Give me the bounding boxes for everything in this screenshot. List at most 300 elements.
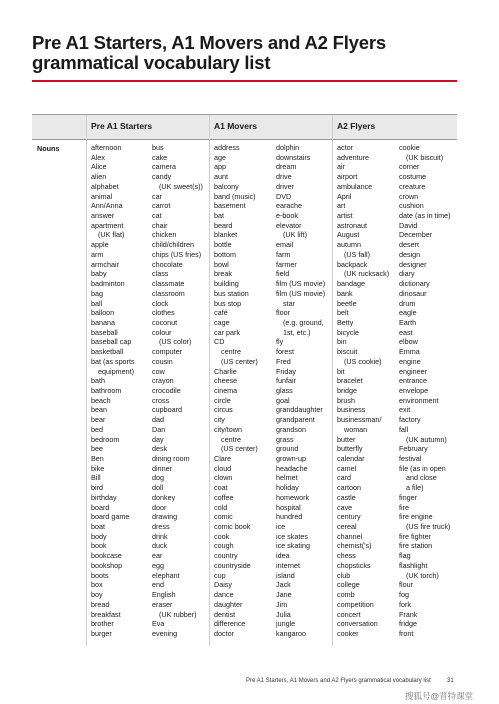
word-entry: homework [276,492,310,502]
word-entry: backpack [337,259,368,269]
word-column-movers-1 [214,143,278,639]
word-entry: field [276,269,290,279]
word-entry: doll [152,483,164,493]
word-entry: Ben [91,454,104,463]
word-entry: (e.g. ground, [283,317,324,327]
word-entry: band (music) [214,191,256,201]
word-entry: bat [214,211,224,221]
word-entry: apartment [91,220,124,230]
column-divider [86,115,87,646]
word-entry: birthday [91,492,117,502]
word-entry: clown [214,473,233,483]
word-entry: cough [214,541,234,551]
word-entry: downstairs [276,152,311,162]
word-entry: bedroom [91,434,120,444]
word-entry: eagle [399,308,417,318]
word-entry: August [337,230,360,240]
word-entry: bracelet [337,376,363,386]
watermark: 搜狐号@晋特课堂 [405,691,474,701]
word-entry: Eva [152,619,165,629]
word-entry: colour [152,327,172,337]
word-entry: airport [337,172,358,182]
word-entry: difference [214,619,246,629]
word-entry: Charlie [214,366,237,376]
word-entry: bin [337,337,347,347]
title-rule [32,80,457,82]
word-entry: age [214,152,226,162]
word-entry: cooker [337,628,359,638]
word-entry: butter [337,434,356,444]
word-entry: file (as in open [399,463,446,473]
word-entry: body [91,531,107,541]
word-entry: centre [221,347,241,357]
word-entry: and close [406,473,437,483]
word-entry: classroom [152,288,185,298]
word-entry: castle [337,492,356,502]
word-entry: chocolate [152,259,183,269]
word-entry: floor [276,308,290,318]
word-entry: cup [214,570,226,580]
word-entry: coconut [152,317,178,327]
word-entry: cushion [399,201,424,211]
word-entry: island [276,570,295,580]
word-entry: (US color) [159,337,192,347]
word-column-flyers-1 [337,143,401,639]
word-entry: computer [152,347,182,357]
word-entry: beetle [337,298,357,308]
word-entry: chips (US fries) [152,249,202,259]
word-entry: CD [214,337,225,347]
word-entry: elbow [399,337,418,347]
word-entry: DVD [276,191,292,201]
word-entry: dinosaur [399,288,427,298]
table-top-rule [32,114,457,115]
word-entry: comic book [214,522,251,532]
word-entry: grandson [276,424,306,434]
word-entry: (UK biscuit) [406,152,444,162]
word-entry: dress [152,522,170,532]
word-entry: cave [337,502,353,512]
word-entry: costume [399,172,427,182]
word-entry: blanket [214,230,238,240]
word-entry: fridge [399,619,417,629]
word-entry: chicken [152,230,177,240]
word-entry: air [337,162,345,172]
word-entry: butterfly [337,444,363,454]
word-entry: grass [276,434,294,444]
word-entry: dentist [214,609,236,619]
word-entry: Dan [152,424,166,434]
word-entry: fire fighter [399,531,431,541]
word-entry: box [91,580,103,590]
word-entry: drink [152,531,168,541]
word-entry: animal [91,191,113,201]
word-entry: clothes [152,308,175,318]
word-entry: class [152,269,169,279]
word-entry: bookcase [91,551,122,561]
word-entry: classmate [152,279,185,289]
word-entry: forest [276,347,294,357]
word-entry: bowl [214,259,229,269]
word-entry: (US center) [221,444,258,454]
word-entry: century [337,512,361,522]
word-entry: diary [399,269,415,279]
word-entry: end [152,580,164,590]
word-entry: December [399,230,433,240]
word-entry: idea [276,551,290,561]
word-entry: clock [152,298,169,308]
word-entry: daughter [214,599,243,609]
word-entry: bit [337,366,345,376]
word-entry: (US center) [221,356,258,366]
word-entry: grown-up [276,454,306,463]
word-entry: baby [91,269,107,279]
word-entry: (US fire truck) [406,522,451,532]
word-entry: cartoon [337,483,361,493]
word-entry: circus [214,405,233,415]
word-entry: (UK lift) [283,230,307,240]
word-entry: festival [399,454,422,463]
word-entry: channel [337,531,363,541]
word-entry: (UK torch) [406,570,439,580]
word-entry: Jack [276,580,291,590]
word-entry: cross [152,395,170,405]
word-entry: artist [337,211,353,221]
word-entry: city [214,415,225,425]
word-entry: woman [344,424,368,434]
word-entry: (US fall) [344,249,370,259]
word-entry: desert [399,240,419,250]
word-entry: e-book [276,211,298,221]
word-entry: Alex [91,152,105,162]
word-entry: boat [91,522,105,532]
word-entry: evening [152,628,178,638]
word-entry: club [337,570,351,580]
word-entry: businessman/ [337,415,382,425]
word-entry: cage [214,317,230,327]
word-entry: star [283,298,295,308]
footer-text: Pre A1 Starters, A1 Movers and A2 Flyers grammatical vocabulary list [246,678,431,684]
word-entry: elevator [276,220,302,230]
word-entry: candy [152,172,172,182]
word-entry: comic [214,512,233,522]
word-entry: ice [276,522,286,532]
word-entry: bag [91,288,103,298]
word-entry: dinner [152,463,172,473]
word-entry: Bill [91,473,101,483]
word-entry: Emma [399,347,420,357]
word-entry: drawing [152,512,178,522]
word-entry: equipment) [98,366,134,376]
word-entry: beard [214,220,233,230]
word-entry: bicycle [337,327,359,337]
word-entry: city/town [214,424,242,434]
word-entry: cook [214,531,230,541]
word-entry: hospital [276,502,301,512]
word-entry: business [337,405,366,415]
page-title [32,33,472,73]
word-entry: card [337,473,351,483]
word-entry: Betty [337,317,354,327]
word-entry: board [91,502,110,512]
word-entry: email [276,240,294,250]
word-entry: bandage [337,279,365,289]
word-entry: egg [152,560,164,570]
word-entry: glass [276,385,293,395]
table-header-rule [32,139,457,140]
word-entry: baseball cap [91,337,132,347]
word-entry: ear [152,551,163,561]
word-entry: creature [399,181,426,191]
page-title-line-1: Pre A1 Starters, A1 Movers and A2 Flyers [32,32,386,53]
word-entry: cake [152,152,168,162]
word-entry: Julia [276,609,291,619]
word-entry: hundred [276,512,303,522]
word-entry: afternoon [91,143,122,152]
word-entry: burger [91,628,112,638]
word-entry: earache [276,201,302,211]
word-entry: entrance [399,376,427,386]
word-entry: a file) [406,483,424,493]
word-entry: bus stop [214,298,242,308]
word-entry: coat [214,483,228,493]
word-entry: bottle [214,240,232,250]
word-entry: cat [152,211,162,221]
word-entry: balcony [214,181,239,191]
word-entry: building [214,279,239,289]
word-entry: basketball [91,347,124,357]
word-entry: baseball [91,327,118,337]
word-entry: chair [152,220,168,230]
word-entry: countryside [214,560,251,570]
word-entry: dining room [152,454,190,463]
word-entry: door [152,502,167,512]
word-entry: dog [152,473,164,483]
word-entry: day [152,434,164,444]
word-entry: farmer [276,259,297,269]
word-entry: adventure [337,152,369,162]
word-entry: bread [91,599,110,609]
word-entry: carrot [152,201,171,211]
word-entry: fire station [399,541,433,551]
word-entry: bear [91,415,106,425]
header-a1-movers: A1 Movers [214,121,257,131]
word-entry: camera [152,162,176,172]
word-entry: bathroom [91,385,122,395]
word-entry: jungle [276,619,296,629]
word-entry: book [91,541,107,551]
word-entry: bus [152,143,164,152]
word-entry: car park [214,327,240,337]
word-entry: chemist('s) [337,541,372,551]
word-entry: ground [276,444,299,454]
word-entry: conversation [337,619,378,629]
word-entry: beach [91,395,111,405]
word-entry: bed [91,424,103,434]
word-entry: funfair [276,376,296,386]
word-entry: centre [221,434,241,444]
word-entry: desk [152,444,168,454]
word-entry: flashlight [399,560,428,570]
word-entry: autumn [337,240,361,250]
word-entry: break [214,269,232,279]
word-entry: boots [91,570,109,580]
word-entry: Friday [276,366,296,376]
word-entry: flour [399,580,413,590]
word-entry: car [152,191,162,201]
word-entry: Frank [399,609,418,619]
word-entry: camel [337,463,357,473]
word-entry: grandparent [276,415,315,425]
page-number: 31 [447,678,454,684]
word-entry: bridge [337,385,357,395]
header-a2-flyers: A2 Flyers [337,121,376,131]
word-entry: holiday [276,483,299,493]
page-title-line-2: grammatical vocabulary list [32,52,271,73]
word-entry: doctor [214,628,234,638]
word-entry: cow [152,366,165,376]
word-entry: competition [337,599,374,609]
word-entry: app [214,162,226,172]
word-entry: breakfast [91,609,121,619]
word-entry: kangaroo [276,628,306,638]
word-entry: chess [337,551,356,561]
word-entry: fire [399,502,409,512]
word-entry: Earth [399,317,417,327]
word-entry: goal [276,395,290,405]
word-entry: calendar [337,454,365,463]
word-entry: cloud [214,463,232,473]
word-entry: belt [337,308,349,318]
row-label-nouns: Nouns [37,144,60,153]
word-entry: bat (as sports [91,356,135,366]
word-entry: (UK rucksack) [344,269,390,279]
word-entry: helmet [276,473,298,483]
word-entry: answer [91,211,115,221]
word-entry: bath [91,376,105,386]
word-entry: crayon [152,376,174,386]
word-entry: April [337,191,352,201]
word-entry: east [399,327,413,337]
word-entry: dream [276,162,297,172]
word-entry: cousin [152,356,173,366]
word-entry: film (US movie) [276,288,326,298]
word-entry: bee [91,444,103,454]
word-entry: 1st, etc.) [283,327,311,337]
word-entry: café [214,308,228,318]
word-column-flyers-2 [399,143,463,639]
word-entry: corner [399,162,420,172]
word-entry: country [214,551,238,561]
word-entry: elephant [152,570,180,580]
word-entry: fire engine [399,512,433,522]
word-entry: address [214,143,240,152]
word-entry: cookie [399,143,420,152]
word-entry: cereal [337,522,357,532]
word-entry: fall [399,424,409,434]
word-entry: design [399,249,421,259]
word-entry: biscuit [337,347,358,357]
word-entry: balloon [91,308,115,318]
word-entry: cheese [214,376,238,386]
word-entry: fork [399,599,411,609]
word-entry: front [399,628,414,638]
word-entry: armchair [91,259,119,269]
word-column-movers-2 [276,143,340,639]
word-entry: ambulance [337,181,373,191]
word-entry: boy [91,590,103,600]
word-entry: Fred [276,356,291,366]
word-entry: aunt [214,172,228,182]
word-entry: (UK rubber) [159,609,197,619]
word-entry: brother [91,619,114,629]
word-entry: actor [337,143,353,152]
word-entry: astronaut [337,220,367,230]
word-entry: cupboard [152,405,182,415]
word-entry: cinema [214,385,238,395]
word-entry: cold [214,502,228,512]
word-entry: film (US movie) [276,279,326,289]
word-entry: fog [399,590,409,600]
word-entry: drum [399,298,416,308]
word-entry: February [399,444,428,454]
word-entry: Jane [276,590,292,600]
word-entry: ball [91,298,103,308]
word-entry: designer [399,259,427,269]
word-entry: ice skating [276,541,310,551]
word-entry: date (as in time) [399,211,451,221]
word-entry: art [337,201,346,211]
word-entry: Ann/Anna [91,201,123,211]
word-entry: flag [399,551,411,561]
header-pre-a1-starters: Pre A1 Starters [91,121,153,131]
word-entry: engineer [399,366,427,376]
word-entry: (UK autumn) [406,434,447,444]
word-entry: ice skates [276,531,308,541]
word-entry: board game [91,512,130,522]
word-entry: bird [91,483,103,493]
word-entry: chopsticks [337,560,371,570]
word-entry: eraser [152,599,173,609]
word-entry: David [399,220,418,230]
word-entry: concert [337,609,361,619]
word-entry: farm [276,249,291,259]
word-entry: basement [214,201,246,211]
word-entry: (UK sweet(s)) [159,181,203,191]
word-entry: child/children [152,240,194,250]
word-entry: granddaughter [276,405,323,415]
word-entry: (US cookie) [344,356,382,366]
word-entry: (UK flat) [98,230,125,240]
word-entry: duck [152,541,168,551]
word-entry: banana [91,317,115,327]
word-column-starters-2 [152,143,216,639]
word-entry: exit [399,405,411,415]
word-entry: Jim [276,599,288,609]
word-entry: donkey [152,492,176,502]
word-entry: factory [399,415,421,425]
word-entry: brush [337,395,355,405]
word-entry: Daisy [214,580,232,590]
word-entry: finger [399,492,417,502]
word-entry: alien [91,172,107,182]
word-entry: English [152,590,176,600]
word-entry: comb [337,590,355,600]
word-entry: envelope [399,385,429,395]
word-entry: headache [276,463,308,473]
word-entry: dad [152,415,164,425]
word-column-starters-1 [91,143,155,639]
